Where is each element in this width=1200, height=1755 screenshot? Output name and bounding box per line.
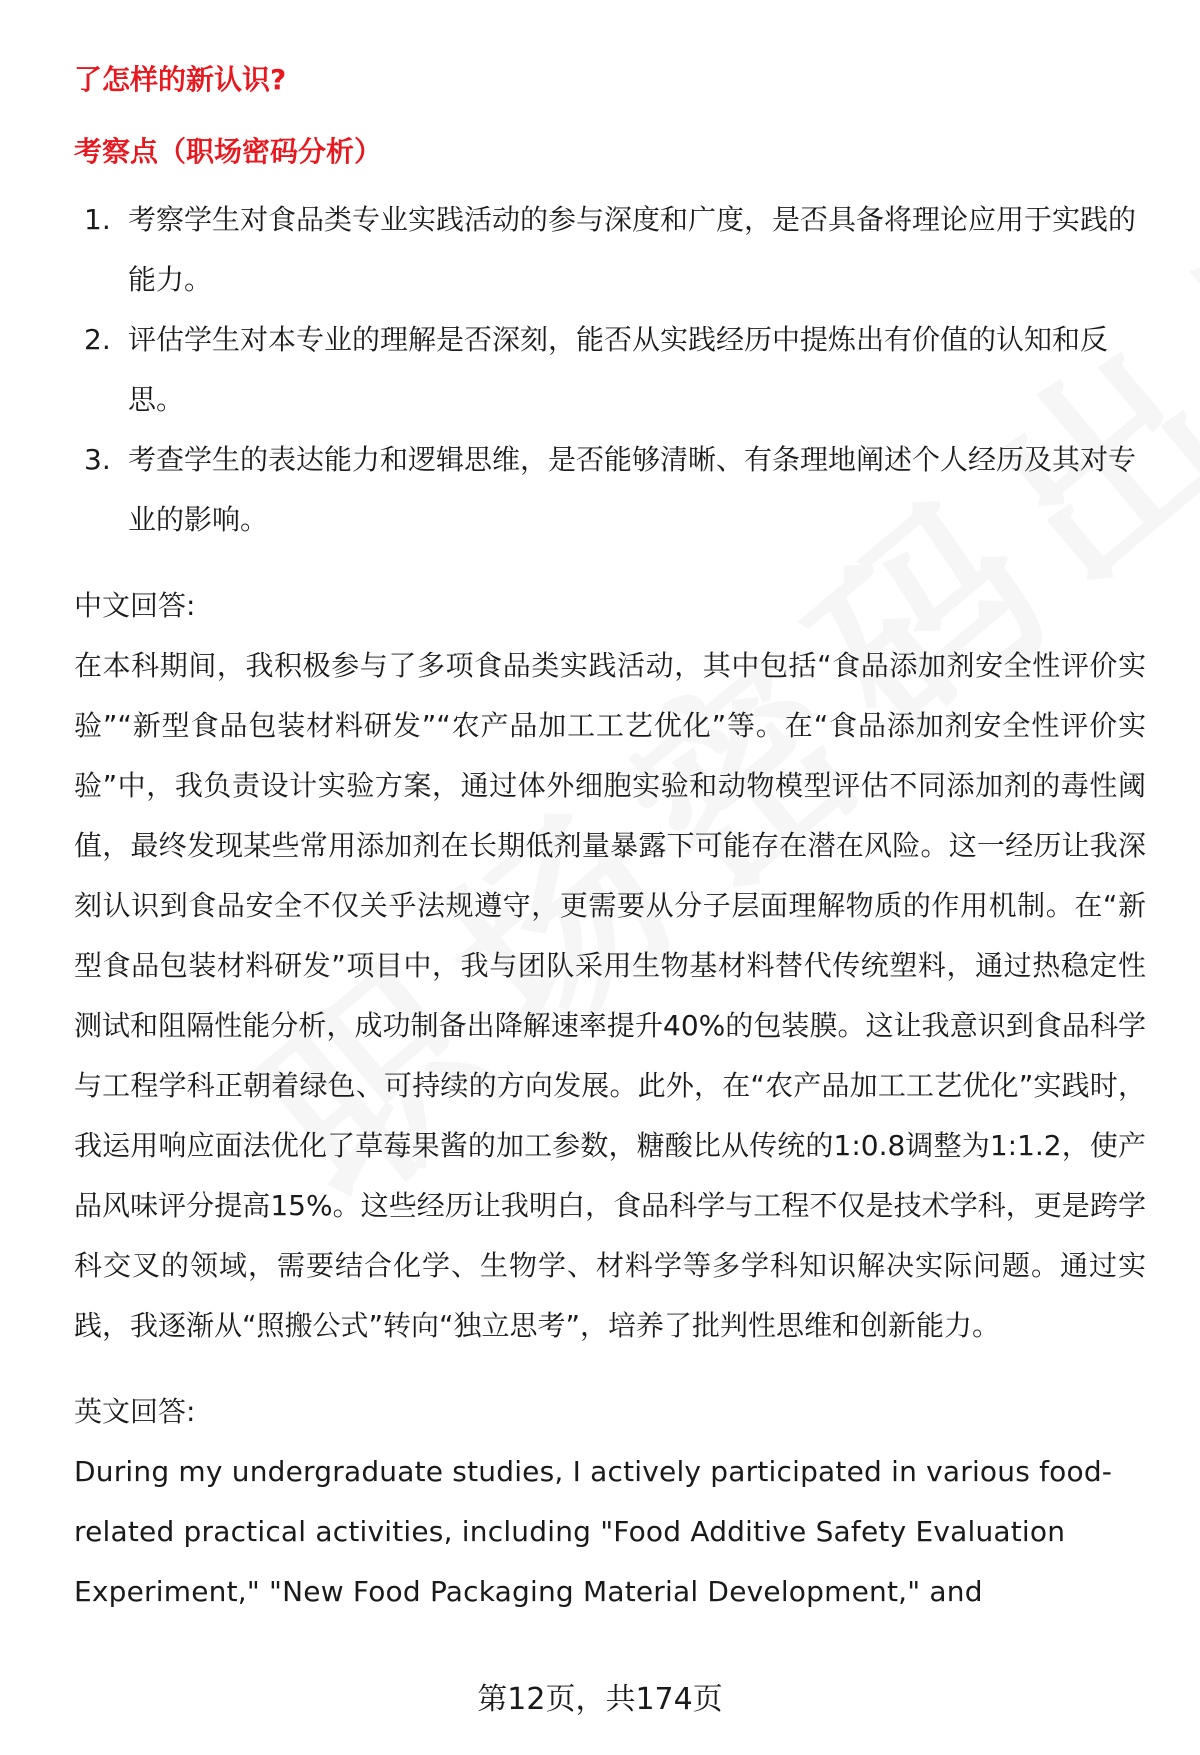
page-footer: 第12页，共174页 — [477, 1682, 723, 1717]
assessment-points-list — [74, 190, 1146, 550]
assessment-title: 考察点（职场密码分析） — [74, 135, 383, 168]
english-answer-paragraph: During my undergraduate studies, I actively participated in various food-related practical activities, including "Food Additive Safety Evaluation Experiment," "New Food Packaging Material Development," and — [74, 1455, 1113, 1608]
list-item — [74, 190, 1146, 310]
list-item-text: 评估学生对本专业的理解是否深刻，能否从实践经历中提炼出有价值的认知和反思。 — [128, 323, 1109, 416]
chinese-answer-label: 中文回答: — [74, 589, 196, 622]
english-answer-label: 英文回答: — [74, 1395, 196, 1428]
list-item-number: 2. — [84, 323, 111, 356]
list-item-text: 考察学生对食品类专业实践活动的参与深度和广度，是否具备将理论应用于实践的能力。 — [128, 203, 1137, 296]
list-item-number: 3. — [84, 443, 111, 476]
list-item — [74, 430, 1146, 550]
heading-continuation: 了怎样的新认识? — [74, 63, 287, 96]
list-item — [74, 310, 1146, 430]
chinese-answer-paragraph: 在本科期间，我积极参与了多项食品类实践活动，其中包括“食品添加剂安全性评价实验”“新型食品包装材料研发”“农产品加工工艺优化”等。在“食品添加剂安全性评价实验”中，我负责设计实验方案，通过体外细胞实验和动物模型评估不同添加剂的毒性阈值，最终发现某些常用添加剂在长期低剂量暴露下可能存在潜在风险。这一经历让我深刻认识到食品安全不仅关乎法规遵守，更需要从分子层面理解物质的作用机制。在“新型食品包装材料研发”项目中，我与团队采用生物基材料替代传统塑料，通过热稳定性测试和阻隔性能分析，成功制备出降解速率提升40%的包装膜。这让我意识到食品科学与工程学科正朝着绿色、可持续的方向发展。此外，在“农产品加工工艺优化”实践时，我运用响应面法优化了草莓果酱的加工参数，糖酸比从传统的1:0.8调整为1:1.2，使产品风味评分提高15%。这些经历让我明白，食品科学与工程不仅是技术学科，更是跨学科交叉的领域，需要结合化学、生物学、材料学等多学科知识解决实际问题。通过实践，我逐渐从“照搬公式”转向“独立思考”，培养了批判性思维和创新能力。 — [74, 649, 1146, 1342]
list-item-text: 考查学生的表达能力和逻辑思维，是否能够清晰、有条理地阐述个人经历及其对专业的影响。 — [128, 443, 1137, 536]
list-item-number: 1. — [84, 203, 111, 236]
page-content — [74, 56, 1146, 1622]
